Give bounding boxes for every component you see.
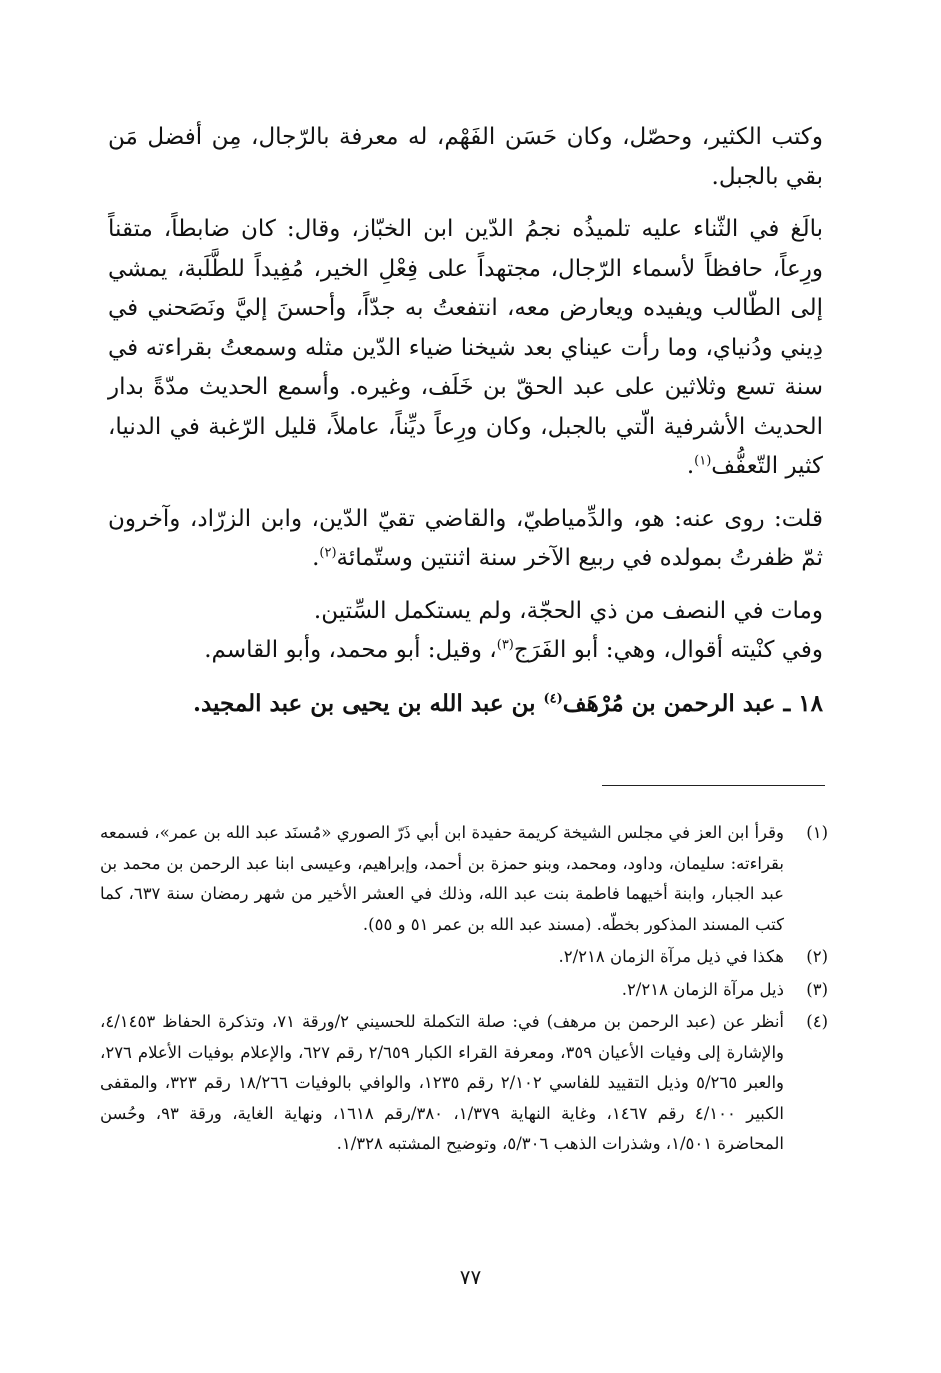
footnotes	[100, 818, 828, 1162]
entry-heading	[108, 684, 823, 724]
footnote-ref-3[interactable]: (٣)	[496, 637, 514, 653]
footnote-ref-1[interactable]: (١)	[694, 453, 712, 469]
footnote-text: هكذا في ذيل مرآة الزمان ٢/٢١٨.	[558, 947, 784, 966]
footnote-number: (١)	[806, 823, 828, 842]
paragraph-1: وكتب الكثير، وحصّل، وكان حَسَن الفَهْم، له معرفة بالرّجال، مِن أفضل مَن بقي بالجبل.	[108, 124, 823, 190]
entry-heading-text-a: ١٨ ـ عبد الرحمن بن مُرْهَف	[562, 689, 823, 717]
footnote-number: (٤)	[806, 1012, 828, 1031]
footnote-text: أنظر عن (عبد الرحمن بن مرهف) في: صلة التكملة للحسيني ٢/ورقة ٧١، وتذكرة الحفاظ ٤/١٤٥٣، والإشارة إلى وفيات الأعيان ٣٥٩، ومعرفة القراء الكبار ٢/٦٥٩ رقم ٦٢٧، والإعلام بوفيات الأعلام ٢٧٦، والعبر ٥/٢٦٥ وذيل التقييد للفاسي ٢/١٠٢ رقم ١٢٣٥، والوافي بالوفيات ١٨/٢٦٦ رقم ٣٢٣، والمقفى الكبير ٤/١٠٠ رقم ١٤٦٧، وغاية النهاية ١/٣٧٩، ٣٨٠/رقم ١٦١٨، ونهاية الغاية، ورقة ٩٣، وحُسن المحاضرة ١/٥٠١، وشذرات الذهب ٥/٣٠٦، وتوضيح المشتبه ١/٣٢٨.	[100, 1012, 785, 1153]
paragraph-2-text: بالَغ في الثّناء عليه تلميذُه نجمُ الدّين ابن الخبّاز، وقال: كان ضابطاً، متقناً ورِعاً، حافظاً لأسماء الرّجال، مجتهداً على فِعْلِ الخير، مُفِيداً للطَّلَبة، يمشي إلى الطّالب ويفيده ويعارض معه، انتفعتُ به جدّاً، وأحسنَ إليَّ ونَصَحني في دِيني ودُنياي، وما رأت عيناي بعد شيخنا ضياء الدّين مثله وسمعتُ بقراءته في سنة تسع وثلاثين على عبد الحقّ بن خَلَف، وغيره. وأسمع الحديث مدّةً بدار الحديث الأشرفية الّتي بالجبل، وكان ورِعاً ديِّناً، عاملاً، قليل الرّغبة في الدنيا، كثير التّعفُّف	[108, 216, 823, 479]
footnote-3	[100, 975, 828, 1006]
footnote-number: (٢)	[806, 947, 828, 966]
footnote-divider	[602, 785, 825, 786]
footnote-text: وقرأ ابن العز في مجلس الشيخة كريمة حفيدة ابن أبي ذَرّ الصوري «مُسنَد عبد الله بن عمر»، فسمعه بقراءته: سليمان، وداود، ومحمد، وبنو حمزة بن أحمد، وإبراهيم، وعيسى ابنا عبد الرحمن بن محمد بن عبد الجبار، وابنة أخيهما فاطمة بنت عبد الله، وذلك في العشر الأخير من شهر رمضان سنة ٦٣٧، كما كتب المسند المذكور بخطّه. (مسند عبد الله بن عمر ٥١ و ٥٥).	[100, 823, 784, 934]
paragraph-5	[108, 631, 823, 671]
footnote-4	[100, 1007, 828, 1160]
paragraph-3-text: قلت: روى عنه: هو، والدِّمياطيّ، والقاضي تقيّ الدّين، وابن الزرّاد، وآخرون ثمّ ظفرتُ بمولده في ربيع الآخر سنة اثنتين وستّمائة	[108, 505, 823, 571]
footnote-ref-4[interactable]: (٤)	[543, 690, 563, 706]
paragraph-5-text-a: وفي كنْيته أقوال، وهي: أبو الفَرَج	[513, 637, 823, 663]
footnote-text: ذيل مرآة الزمان ٢/٢١٨.	[621, 979, 784, 999]
footnote-number: (٣)	[806, 979, 828, 999]
paragraph-2	[108, 210, 823, 487]
footnote-1	[100, 818, 828, 940]
paragraph-4: ومات في النصف من ذي الحجّة، ولم يستكمل السِّتين.	[313, 597, 823, 624]
footnote-2	[100, 942, 828, 973]
entry-heading-text-b: بن عبد الله بن يحيى بن عبد المجيد.	[192, 689, 544, 717]
paragraph-2-end: .	[686, 453, 695, 479]
paragraph-5-text-b: ، وقيل: أبو محمد، وأبو القاسم.	[204, 637, 497, 663]
paragraph-3	[108, 500, 823, 579]
main-text	[108, 118, 823, 723]
paragraph-3-end: .	[312, 545, 320, 571]
page-number: ٧٧	[459, 1265, 482, 1289]
footnote-ref-2[interactable]: (٢)	[319, 545, 337, 561]
